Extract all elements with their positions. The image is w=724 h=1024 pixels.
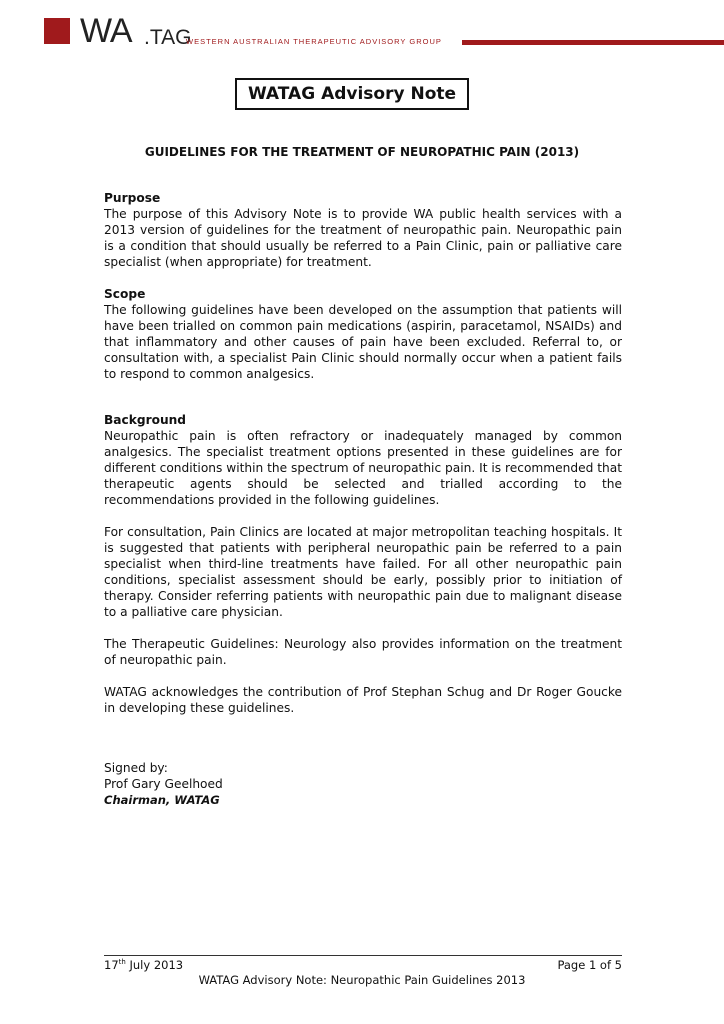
section-background [104,412,622,508]
section-heading: Purpose [104,191,161,205]
header-rule [462,40,724,45]
letterhead [44,14,724,50]
document-heading: GUIDELINES FOR THE TREATMENT OF NEUROPATHIC PAIN (2013) [144,145,580,159]
footer-rule [104,955,622,956]
org-name: WESTERN AUSTRALIAN THERAPEUTIC ADVISORY GROUP [186,37,442,46]
footer-date-suffix: th [118,958,126,967]
signature-block [104,760,622,808]
document-title-box: WATAG Advisory Note [235,78,469,110]
document-body [104,190,622,808]
section-purpose [104,190,622,270]
section-body: The following guidelines have been developed on the assumption that patients will have been trialled on common pain medications (aspirin, paracetamol, NSAIDs) and that inflammatory and other causes of pain have been excluded. Referral to, or consultation with, a specialist Pain Clinic should normally occur when a patient fails to respond to common analgesics. [104,303,622,381]
logo-tag: .TAG [144,26,192,49]
signature-role: Chairman, WATAG [104,793,220,807]
section-scope [104,286,622,382]
signature-name: Prof Gary Geelhoed [104,777,223,791]
section-body: The purpose of this Advisory Note is to provide WA public health services with a 2013 version of guidelines for the treatment of neuropathic pain. Neuropathic pain is a condition that should usually be referred to a Pain Clinic, pain or palliative care specialist (when appropriate) for treatment. [104,207,622,269]
paragraph-therapeutic-guidelines: The Therapeutic Guidelines: Neurology also provides information on the treatment of neuropathic pain. [104,637,622,667]
paragraph-consultation: For consultation, Pain Clinics are located at major metropolitan teaching hospitals. It is suggested that patients with peripheral neuropathic pain be referred to a pain specialist when third-line treatments have failed. For all other neuropathic pain conditions, specialist assessment should be early, possibly prior to initiation of therapy. Consider referring patients with neuropathic pain due to malignant disease to a palliative care physician. [104,525,622,619]
signature-label: Signed by: [104,761,168,775]
logo-wa: WA [80,12,132,50]
section-heading: Scope [104,287,146,301]
paragraph-acknowledgement: WATAG acknowledges the contribution of Prof Stephan Schug and Dr Roger Goucke in developing these guidelines. [104,685,622,715]
footer-doc-title: WATAG Advisory Note: Neuropathic Pain Guidelines 2013 [198,973,526,987]
section-body: Neuropathic pain is often refractory or inadequately managed by common analgesics. The specialist treatment options presented in these guidelines are for different conditions within the spectrum of neuropathic pain. It is recommended that therapeutic agents should be selected and trialled according to the recommendations provided in the following guidelines. [104,429,622,507]
logo-square-icon [44,18,70,44]
footer-page-number: Page 1 of 5 [557,958,622,972]
footer-date-rest: July 2013 [125,958,184,972]
footer-date-day: 17 [104,958,119,972]
section-heading: Background [104,413,187,427]
footer-date [104,958,183,972]
